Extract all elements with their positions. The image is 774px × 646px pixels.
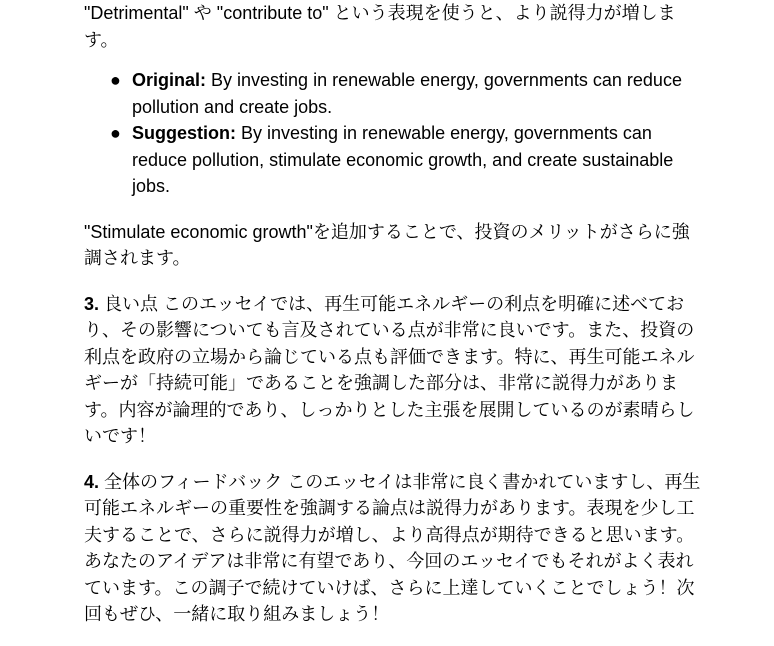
list-item-label: Suggestion: xyxy=(132,123,236,143)
bullet-icon: ● xyxy=(110,70,121,90)
section-overall-feedback xyxy=(84,469,704,628)
section-text: 良い点 このエッセイでは、再生可能エネルギーの利点を明確に述べており、その影響についても言及されている点が非常に良いです。また、投資の利点を政府の立場から論じている点も評価できます。特に、再生可能エネルギーが「持続可能」であることを強調した部分は、非常に説得力があります。内容が論理的であり、しっかりとした主張を展開しているのが素晴らしいです！ xyxy=(84,293,695,446)
list-item-suggestion xyxy=(84,120,704,200)
list-item-text: By investing in renewable energy, governments can reduce pollution, stimulate economic growth, and create sustainable jobs. xyxy=(132,123,674,196)
list-item-label: Original: xyxy=(132,70,207,90)
section-good-points xyxy=(84,291,704,450)
section-number: 4. xyxy=(84,471,100,492)
list-item-text: By investing in renewable energy, governments can reduce pollution and create jobs. xyxy=(132,70,682,117)
list-item-original xyxy=(84,67,704,120)
example-list xyxy=(84,67,704,200)
document-body xyxy=(84,0,704,628)
paragraph-growth-tip: "Stimulate economic growth"を追加することで、投資のメリットがさらに強調されます。 xyxy=(84,221,690,268)
bullet-icon: ● xyxy=(110,123,121,143)
section-number: 3. xyxy=(84,293,100,314)
paragraph-expression-tip: "Detrimental" や "contribute to" という表現を使うと、より説得力が増します。 xyxy=(84,3,676,50)
section-text: 全体のフィードバック このエッセイは非常に良く書かれていますし、再生可能エネルギーの重要性を強調する論点は説得力があります。表現を少し工夫することで、さらに説得力が増し、より高得点が期待できると思います。あなたのアイデアは非常に有望であり、今回のエッセイでもそれがよく表れています。この調子で続けていけば、さらに上達していくことでしょう！次回もぜひ、一緒に取り組みましょう！ xyxy=(84,471,701,624)
